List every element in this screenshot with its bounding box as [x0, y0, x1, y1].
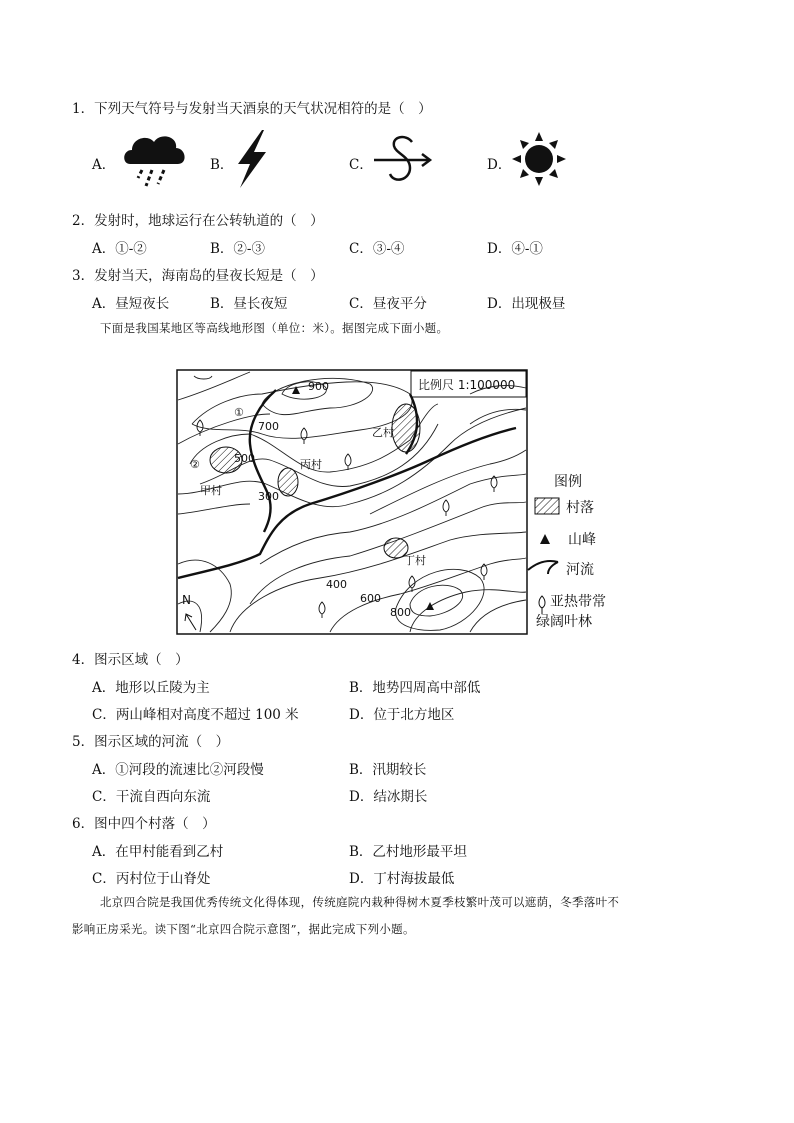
legend-title: 图例	[554, 474, 582, 490]
village-label-ding: 丁村	[404, 554, 426, 567]
marker-2: ②	[190, 458, 200, 471]
q1-option-d-label[interactable]: D．	[487, 157, 512, 173]
q6-option-c[interactable]: C．丙村位于山脊处	[92, 871, 211, 887]
question-5-stem: 5．图示区域的河流（ ）	[72, 734, 230, 750]
contour-label-600: 600	[360, 592, 381, 605]
q5-option-c[interactable]: C．干流自西向东流	[92, 789, 211, 805]
question-2-stem: 2．发射时，地球运行在公转轨道的（ ）	[72, 213, 324, 229]
q4-option-d[interactable]: D．位于北方地区	[349, 707, 455, 723]
q1-option-a-label[interactable]: A．	[92, 157, 116, 173]
north-label: N	[182, 593, 191, 607]
contour-label-500: 500	[234, 452, 255, 465]
lightning-icon	[232, 128, 272, 194]
sun-icon	[510, 130, 568, 192]
legend-river: 河流	[566, 562, 594, 578]
q1-option-c-label[interactable]: C．	[349, 157, 373, 173]
contour-map	[170, 364, 630, 644]
q5-option-d[interactable]: D．结冰期长	[349, 789, 428, 805]
q2-option-b[interactable]: B．②-③	[210, 241, 265, 257]
q2-option-c[interactable]: C．③-④	[349, 241, 405, 257]
contour-label-900: 900	[308, 380, 329, 393]
contour-label-700: 700	[258, 420, 279, 433]
q3-option-c[interactable]: C．昼夜平分	[349, 296, 427, 312]
q3-option-d[interactable]: D．出现极昼	[487, 296, 566, 312]
village-label-bing: 丙村	[300, 458, 322, 471]
q2-option-d[interactable]: D．④-①	[487, 241, 543, 257]
legend-forest-line1: 亚热带常	[550, 594, 606, 610]
contour-label-400: 400	[326, 578, 347, 591]
legend-forest-line2: 绿阔叶林	[536, 614, 592, 630]
legend-village: 村落	[566, 500, 594, 516]
question-6-stem: 6．图中四个村落（ ）	[72, 816, 216, 832]
village-label-jia: 甲村	[200, 484, 222, 497]
siheyuan-intro-line2: 影响正房采光。读下图“北京四合院示意图”，据此完成下列小题。	[72, 922, 415, 936]
q3-option-b[interactable]: B．昼长夜短	[210, 296, 288, 312]
siheyuan-intro-line1: 北京四合院是我国优秀传统文化得体现，传统庭院内栽种得树木夏季枝繁叶茂可以遮荫，冬季落叶不	[100, 895, 620, 909]
q6-option-a[interactable]: A．在甲村能看到乙村	[92, 844, 224, 860]
q4-option-a[interactable]: A．地形以丘陵为主	[92, 680, 210, 696]
contour-label-300: 300	[258, 490, 279, 503]
q6-option-d[interactable]: D．丁村海拔最低	[349, 871, 455, 887]
q4-option-c[interactable]: C．两山峰相对高度不超过 100 米	[92, 707, 299, 723]
q2-option-a[interactable]: A．①-②	[92, 241, 147, 257]
q5-option-a[interactable]: A．①河段的流速比②河段慢	[92, 762, 264, 778]
q3-option-a[interactable]: A．昼短夜长	[92, 296, 170, 312]
map-intro-text: 下面是我国某地区等高线地形图（单位：米）。据图完成下面小题。	[100, 321, 449, 335]
q4-option-b[interactable]: B．地势四周高中部低	[349, 680, 481, 696]
legend-peak: 山峰	[568, 532, 596, 548]
village-label-yi: 乙村	[372, 426, 394, 439]
q6-option-b[interactable]: B．乙村地形最平坦	[349, 844, 467, 860]
question-4-stem: 4．图示区域（ ）	[72, 652, 189, 668]
map-scale-label: 比例尺 1:100000	[418, 378, 516, 392]
question-3-stem: 3．发射当天，海南岛的昼夜长短是（ ）	[72, 268, 324, 284]
contour-label-800: 800	[390, 606, 411, 619]
marker-1: ①	[234, 406, 244, 419]
question-1-stem: 1．下列天气符号与发射当天酒泉的天气状况相符的是（ ）	[72, 101, 432, 117]
rain-cloud-icon	[120, 128, 190, 194]
wind-symbol-icon	[372, 132, 434, 192]
q5-option-b[interactable]: B．汛期较长	[349, 762, 427, 778]
q1-option-b-label[interactable]: B．	[210, 157, 234, 173]
